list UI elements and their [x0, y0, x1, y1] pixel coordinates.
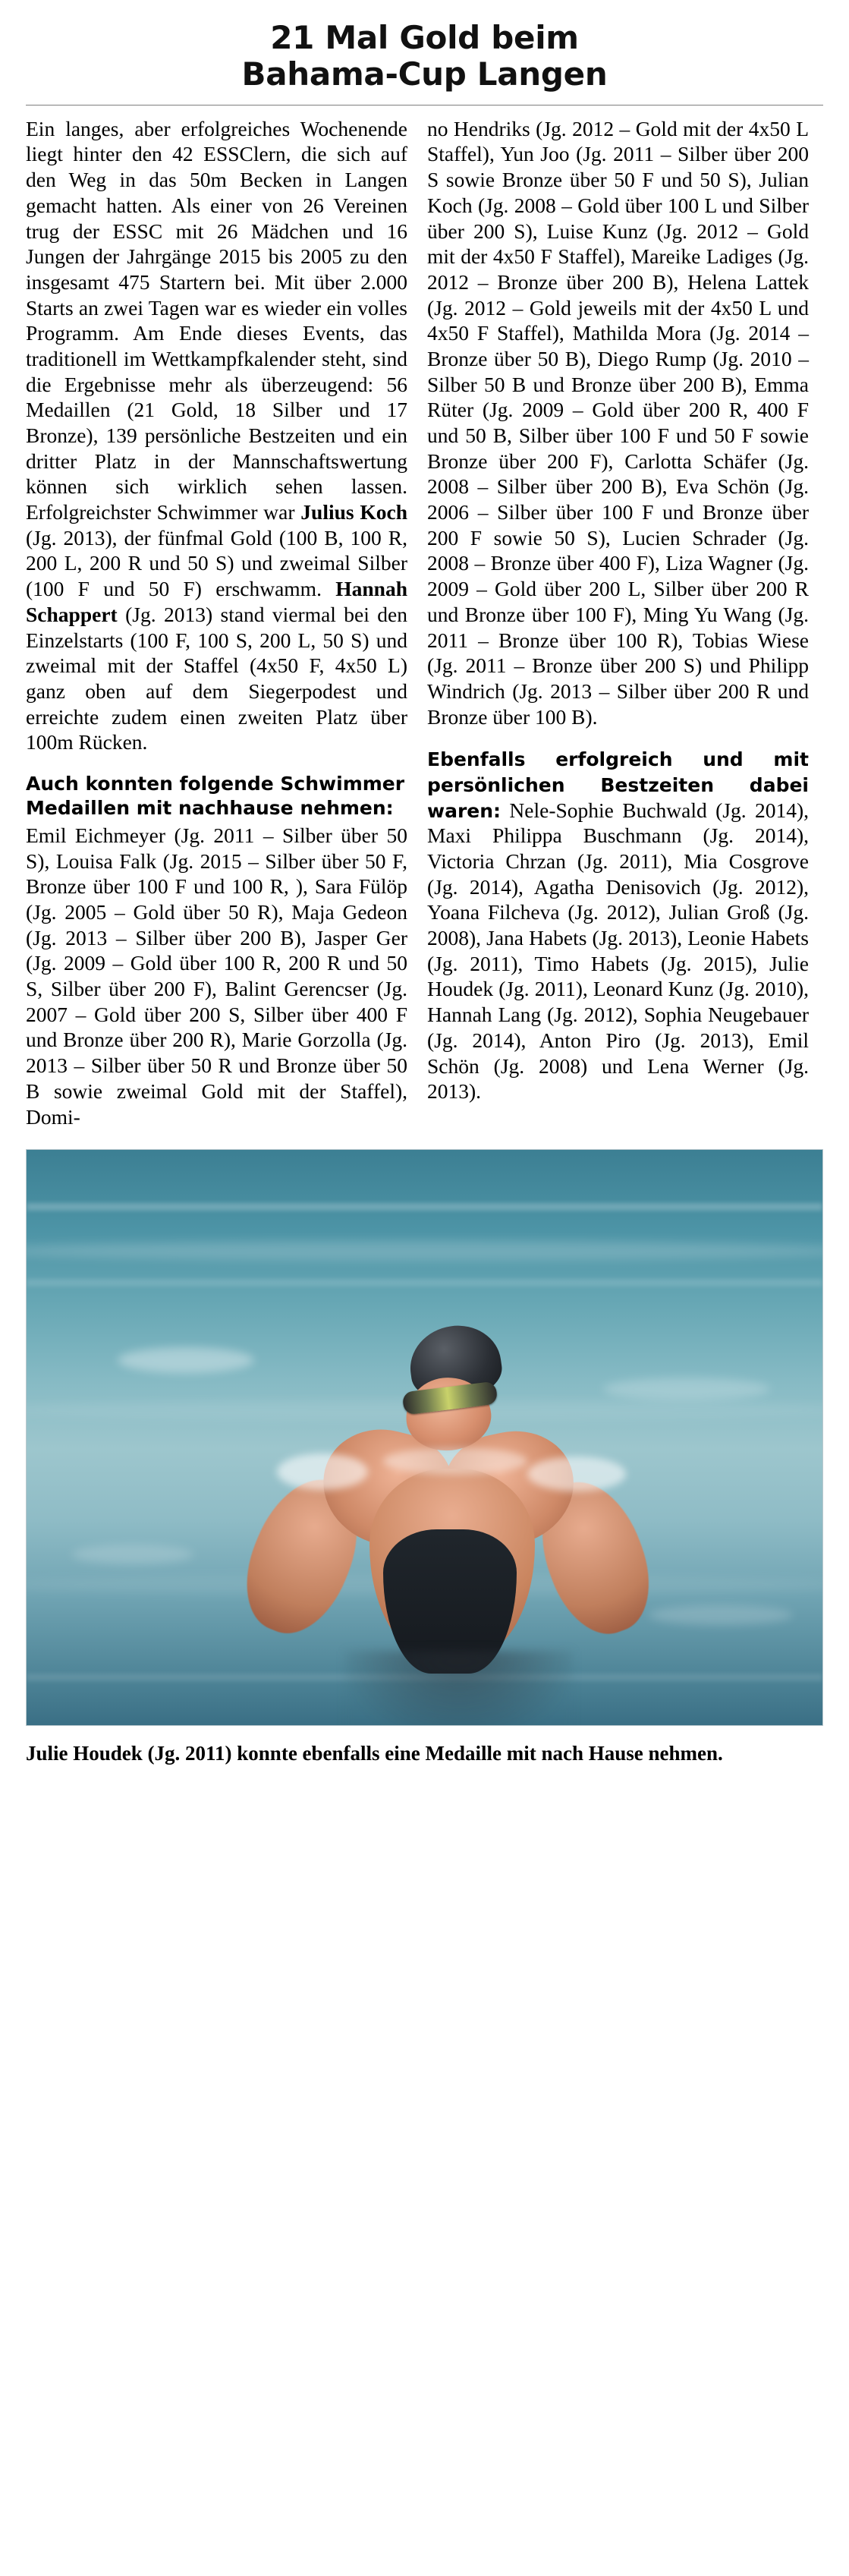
- water-shimmer: [118, 1347, 254, 1373]
- headline-line-1: 21 Mal Gold beim: [270, 19, 579, 56]
- water-splash: [383, 1447, 527, 1475]
- left-column: [26, 116, 407, 1129]
- left-paragraph-1: [26, 116, 407, 755]
- right-paragraph-2-text: Nele-Sophie Buchwald (Jg. 2014), Maxi Philippa Buschmann (Jg. 2014), Victoria Chrzan (Jg. 2011), Mia Cosgrove (Jg. 2014), Agatha Denisovich (Jg. 2012), Yoana Filcheva (Jg. 2012), Julian Groß (Jg. 2008), Jana Habets (Jg. 2013), Leonie Habets (Jg. 2011), Timo Habets (Jg. 2015), Julie Houdek (Jg. 2011), Leonard Kunz (Jg. 2010), Hannah Lang (Jg. 2012), Sophia Neugebauer (Jg. 2014), Anton Piro (Jg. 2013), Emil Schön (Jg. 2008) und Lena Werner (Jg. 2013).: [427, 798, 809, 1104]
- right-paragraph-2: [427, 746, 809, 1104]
- left-subheading: Auch konnten folgende Schwimmer Medaillen mit nachhause nehmen:: [26, 772, 405, 820]
- swimmer-reflection: [345, 1651, 573, 1726]
- swimmer-photo: [26, 1149, 823, 1726]
- lane-line: [27, 1279, 822, 1286]
- right-subheading: Ebenfalls erfolgreich und mit persönlichen Bestzeiten dabei waren:: [427, 748, 809, 822]
- water-splash: [527, 1456, 626, 1491]
- right-column: [427, 116, 809, 1104]
- left-paragraph-2: Emil Eichmeyer (Jg. 2011 – Silber über 50 S), Louisa Falk (Jg. 2015 – Silber über 50 F, Bronze über 100 F und 100 R, ), Sara Fülöp (Jg. 2005 – Gold über 50 R), Maja Gedeon (Jg. 2013 – Silber über 200 B), Jasper Ger (Jg. 2009 – Gold über 100 R, 200 R und 50 S, Silber über 200 F), Balint Gerencser (Jg. 2007 – Gold über 200 S, Silber über 400 F und Bronze über 200 R), Marie Gorzolla (Jg. 2013 – Silber über 50 R und Bronze über 50 B sowie zweimal Gold mit der Staffel), Domi-: [26, 823, 407, 1129]
- page-title: [26, 20, 823, 93]
- left-paragraph-1c-text: (Jg. 2013) stand viermal bei den Einzelstarts (100 F, 100 S, 200 L, 50 S) und zweimal mit der Staffel (4x50 F, 4x50 L) ganz oben auf dem Siegerpodest und erreichte zudem einen zweiten Platz über 100m Rücken.: [26, 602, 407, 754]
- right-paragraph-1: no Hendriks (Jg. 2012 – Gold mit der 4x50 L Staffel), Yun Joo (Jg. 2011 – Silber über 200 S sowie Bronze über 50 F und 50 S), Julian Koch (Jg. 2008 – Gold über 100 L und Silber über 200 S), Luise Kunz (Jg. 2012 – Gold mit der 4x50 F Staffel), Mareike Ladiges (Jg. 2012 – Bronze über 200 B), Helena Lattek (Jg. 2012 – Gold jeweils mit der 4x50 L und 4x50 F Staffel), Mathilda Mora (Jg. 2014 – Bronze über 50 B), Diego Rump (Jg. 2010 – Silber 50 B und Bronze über 200 B), Emma Rüter (Jg. 2009 – Gold über 200 R, 400 F und 50 B, Silber über 100 F und 50 F sowie Bronze über 200 F), Carlotta Schäfer (Jg. 2008 – Silber über 200 B), Eva Schön (Jg. 2006 – Silber über 100 F und Bronze über 200 F sowie 50 S), Lucien Schrader (Jg. 2008 – Bronze über 400 F), Liza Wagner (Jg. 2009 – Gold über 200 L, Silber über 200 R und Bronze über 100 F), Ming Yu Wang (Jg. 2011 – Bronze über 100 R), Tobias Wiese (Jg. 2011 – Bronze über 200 S) und Philipp Windrich (Jg. 2013 – Silber über 200 R und Bronze über 100 B).: [427, 116, 809, 729]
- left-paragraph-1-text: Ein langes, aber erfolgreiches Wochenende liegt hinter den 42 ESSClern, die sich auf den Weg in das 50m Becken in Langen gemacht hatten. Als einer von 26 Vereinen trug der ESSC mit 26 Mädchen und 16 Jungen der Jahrgänge 2015 bis 2005 zu den insgesamt 475 Startern bei. Mit über 2.000 Starts an zwei Tagen war es wieder ein volles Programm. Am Ende dieses Events, das traditionell im Wettkampfkalender steht, sind die Ergebnisse mehr als überzeugend: 56 Medaillen (21 Gold, 18 Silber und 17 Bronze), 139 persönliche Bestzeiten und ein dritter Platz in der Mannschaftswertung können sich wirklich sehen lassen. Erfolgreichster Schwimmer war: [26, 116, 407, 524]
- water-wave: [26, 1241, 823, 1261]
- water-shimmer: [72, 1545, 193, 1564]
- lane-line: [27, 1203, 822, 1211]
- article-columns: [26, 116, 823, 1129]
- swimmer-name-julius-koch: Julius Koch: [300, 500, 407, 524]
- photo-caption: Julie Houdek (Jg. 2011) konnte ebenfalls eine Medaille mit nach Hause nehmen.: [26, 1742, 723, 1765]
- swimmer-name-hannah-schappert: Hannah Schappert: [26, 577, 407, 626]
- headline-line-2: Bahama-Cup Langen: [241, 55, 608, 93]
- left-paragraph-1b-text: (Jg. 2013), der fünfmal Gold (100 B, 100 R, 200 L, 200 R und 50 S) und zweimal Silber (100 F und 50 F) erschwamm.: [26, 525, 407, 601]
- water-shimmer: [649, 1605, 793, 1625]
- water-splash: [277, 1453, 368, 1490]
- water-shimmer: [603, 1378, 770, 1400]
- photo-block: [26, 1149, 823, 1766]
